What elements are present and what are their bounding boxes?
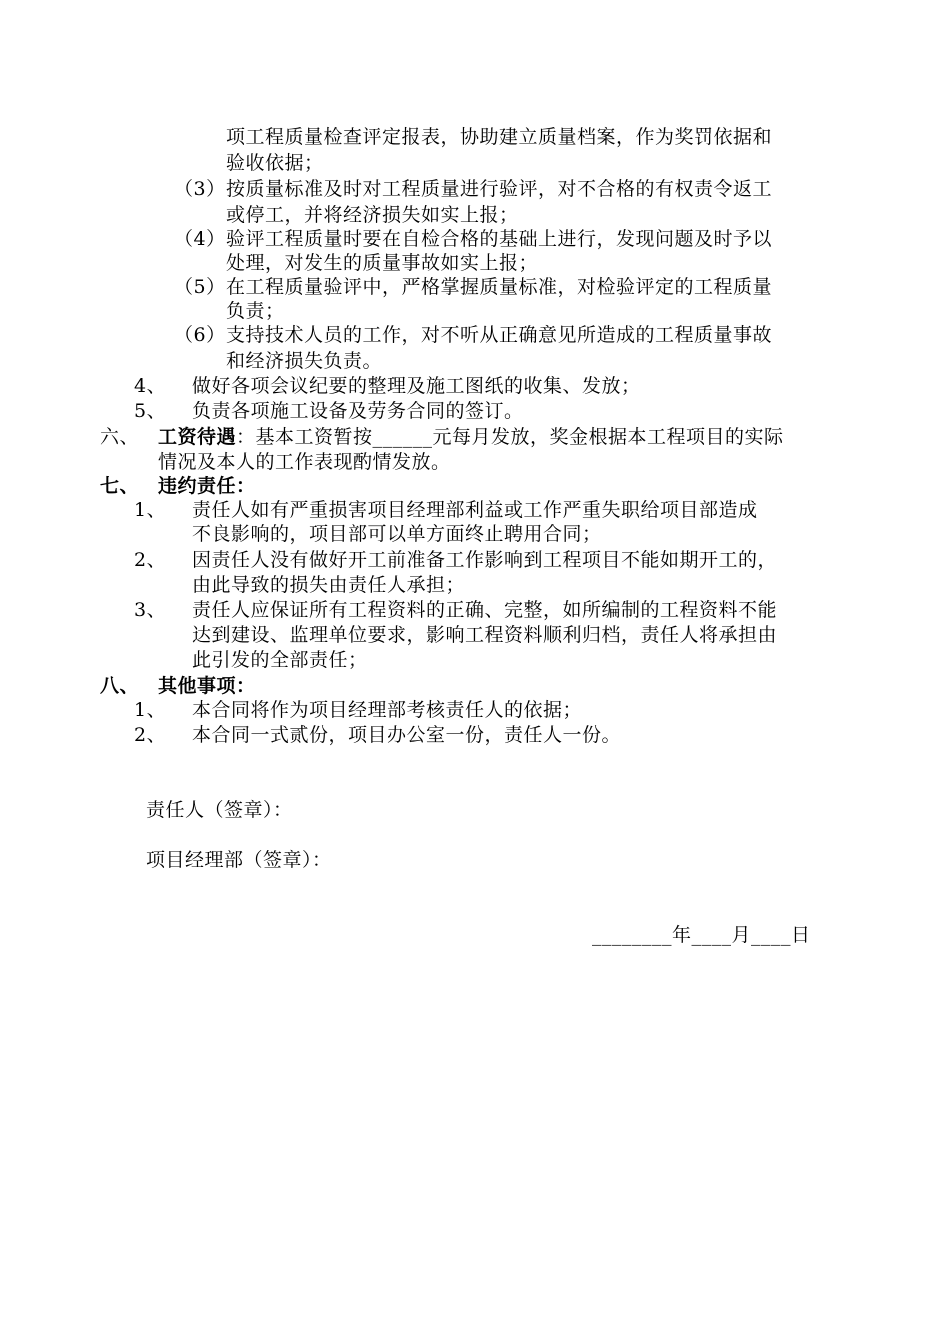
section8-item2-number: 2、 (134, 724, 167, 746)
item3-number: （3） (174, 178, 226, 200)
date-month-label: 月 (731, 924, 752, 946)
duty4-text: 做好各项会议纪要的整理及施工图纸的收集、发放； (192, 375, 641, 397)
section8-item1-text: 本合同将作为项目经理部考核责任人的依据； (192, 699, 583, 721)
section8-item1-number: 1、 (134, 699, 167, 721)
salary-blank: ______ (372, 426, 433, 448)
item5-line1: 在工程质量验评中，严格掌握质量标准，对检验评定的工程质量 (226, 276, 773, 298)
section7-heading: 违约责任： (158, 475, 256, 497)
item3-line1: 按质量标准及时对工程质量进行验评，对不合格的有权责令返工 (226, 178, 773, 200)
section6-number: 六、 (100, 426, 140, 448)
section7-number: 七、 (100, 475, 140, 497)
section7-item2-line2: 由此导致的损失由责任人承担； (192, 574, 466, 596)
section6-text-b: 元每月发放，奖金根据本工程项目的实际 (432, 426, 784, 448)
section7-item3-line1: 责任人应保证所有工程资料的正确、完整，如所编制的工程资料不能 (192, 599, 778, 621)
section7-item3-number: 3、 (134, 599, 167, 621)
duty5-number: 5、 (134, 400, 167, 422)
date-month-blank: ____ (691, 924, 732, 946)
item5-number: （5） (174, 276, 226, 298)
item2-line2: 验收依据； (226, 152, 324, 174)
section6-line2: 情况及本人的工作表现酌情发放。 (158, 451, 451, 473)
section7-item3-line3: 此引发的全部责任； (192, 649, 368, 671)
item4-line1: 验评工程质量时要在自检合格的基础上进行，发现问题及时予以 (226, 228, 773, 250)
item3-line2: 或停工，并将经济损失如实上报； (226, 204, 519, 226)
section6-text-a: ：基本工资暂按 (236, 426, 373, 448)
section6-line1 (158, 424, 784, 450)
date-day-label: 日 (791, 924, 811, 946)
section7-item2-number: 2、 (134, 549, 167, 571)
section6-heading: 工资待遇 (158, 426, 237, 448)
section8-item2-text: 本合同一式贰份，项目办公室一份，责任人一份。 (192, 724, 622, 746)
item2-line1: 项工程质量检查评定报表，协助建立质量档案，作为奖罚依据和 (226, 126, 773, 148)
item4-line2: 处理，对发生的质量事故如实上报； (226, 252, 539, 274)
section7-item1-number: 1、 (134, 499, 167, 521)
section8-number: 八、 (100, 675, 140, 697)
date-year-blank: ________ (592, 924, 672, 946)
section7-item1-line1: 责任人如有严重损害项目经理部利益或工作严重失职给项目部造成 (192, 499, 758, 521)
date-day-blank: ____ (751, 924, 792, 946)
date-line (592, 922, 811, 948)
section7-item3-line2: 达到建设、监理单位要求，影响工程资料顺利归档，责任人将承担由 (192, 624, 778, 646)
section7-item2-line1: 因责任人没有做好开工前准备工作影响到工程项目不能如期开工的， (192, 549, 778, 571)
item5-line2: 负责； (226, 300, 285, 322)
signature-person-label: 责任人（签章）： (146, 799, 293, 821)
section8-heading: 其他事项： (158, 675, 256, 697)
item4-number: （4） (174, 228, 226, 250)
date-year-label: 年 (672, 924, 692, 946)
duty4-number: 4、 (134, 375, 167, 397)
duty5-text: 负责各项施工设备及劳务合同的签订。 (192, 400, 524, 422)
item6-number: （6） (174, 324, 226, 346)
item6-line2: 和经济损失负责。 (226, 350, 383, 372)
section7-item1-line2: 不良影响的，项目部可以单方面终止聘用合同； (192, 523, 602, 545)
item6-line1: 支持技术人员的工作，对不听从正确意见所造成的工程质量事故 (226, 324, 773, 346)
signature-department-label: 项目经理部（签章）： (146, 849, 332, 871)
